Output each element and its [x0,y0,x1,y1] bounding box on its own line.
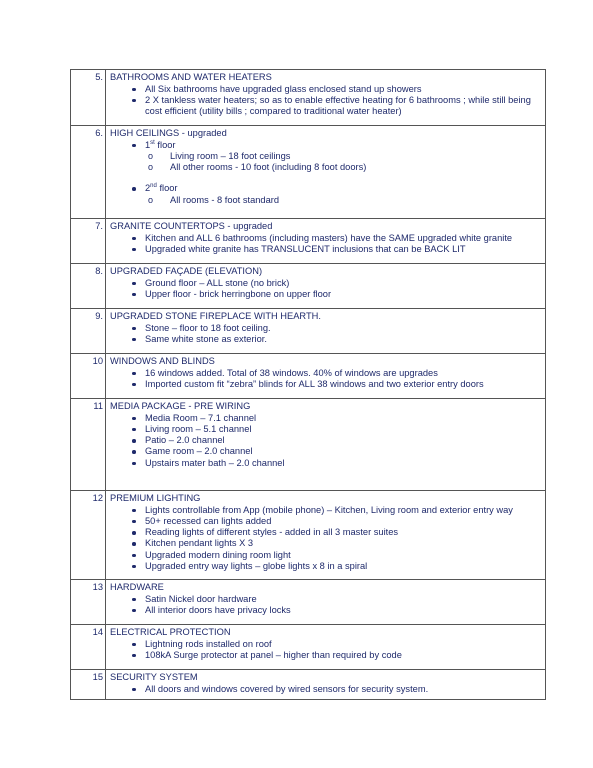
row-content [106,126,546,219]
section-title: PREMIUM LIGHTING [110,493,201,503]
section-title: HARDWARE [110,582,164,592]
bullet-text: Reading lights of different styles - added in all 3 master suites [145,527,399,538]
ordinal-suffix: st [150,139,155,146]
bullet-text: Upgraded entry way lights – globe lights x 8 in a spiral [145,560,368,571]
bullet-text: Lights controllable from App (mobile phone) – Kitchen, Living room and exterior entry way [145,504,513,515]
bullet-text: Upgraded white granite has TRANSLUCENT inclusions that can be BACK LIT [145,243,466,254]
bullet-item [132,368,541,379]
bullet-text: Media Room – 7.1 channel [145,412,257,423]
bullet-text: Satin Nickel door hardware [145,593,257,604]
row-content [106,491,546,580]
bullet-text-suffix: floor [154,139,176,150]
row-number: 5. [71,70,106,126]
bullet-item [132,639,541,650]
bullet-item [132,684,541,695]
bullet-text: Living room – 5.1 channel [145,423,252,434]
bullet-item [132,550,541,561]
row-number: 14 [71,625,106,670]
row-content [106,264,546,309]
bullet-list [110,140,541,206]
bullet-list [110,413,541,469]
bullet-list [110,368,541,391]
row-content [106,580,546,625]
row-number: 10 [71,354,106,399]
row-number: 7. [71,219,106,264]
row-number: 8. [71,264,106,309]
sub-list [145,151,541,174]
bullet-item [132,334,541,345]
bullet-text: Patio – 2.0 channel [145,435,225,446]
bullet-text: Kitchen and ALL 6 bathrooms (including masters) have the SAME upgraded white granite [145,232,513,243]
bullet-item [132,140,541,174]
bullet-item [132,650,541,661]
bullet-item [132,435,541,446]
row-content [106,219,546,264]
feature-row [71,219,546,264]
features-table [70,69,546,700]
feature-row [71,264,546,309]
bullet-text: All doors and windows covered by wired sensors for security system. [145,683,429,694]
bullet-text-suffix: floor [156,183,178,194]
row-content [106,309,546,354]
row-number: 6. [71,126,106,219]
ordinal-suffix: nd [150,183,157,190]
section-title: MEDIA PACKAGE - PRE WIRING [110,401,251,411]
sub-item: o All other rooms - 10 foot (including 8 foot doors) [148,162,541,173]
feature-row [71,309,546,354]
bullet-list [110,594,541,617]
bullet-text: Game room – 2.0 channel [145,446,253,457]
row-number: 9. [71,309,106,354]
bullet-item [132,84,541,95]
bullet-list [110,233,541,256]
bullet-text: Lightning rods installed on roof [145,638,272,649]
row-content [106,625,546,670]
bullet-item [132,233,541,244]
feature-row [71,126,546,219]
bullet-item [132,458,541,469]
bullet-item [132,527,541,538]
bullet-text: 2 X tankless water heaters; so as to enable effective heating for 6 bathrooms ; while still being cost efficient (utility bills ; compared to traditional water heater) [145,94,531,117]
sub-item: o All rooms - 8 foot standard [148,195,541,206]
bullet-item [132,424,541,435]
bullet-list [110,505,541,573]
bullet-item [132,289,541,300]
bullet-list [110,639,541,662]
bullet-text: Upstairs mater bath – 2.0 channel [145,457,285,468]
bullet-item [132,561,541,572]
bullet-text: Same white stone as exterior. [145,333,267,344]
section-title: SECURITY SYSTEM [110,672,198,682]
feature-row [71,399,546,491]
section-title: BATHROOMS AND WATER HEATERS [110,72,272,82]
bullet-item [132,278,541,289]
bullet-item [132,95,541,118]
bullet-item [132,323,541,334]
bullet-text: Kitchen pendant lights X 3 [145,538,254,549]
bullet-list [110,684,541,695]
row-number: 11 [71,399,106,491]
bullet-item [132,516,541,527]
bullet-item [132,505,541,516]
row-content [106,399,546,491]
bullet-item [132,183,541,206]
bullet-item [132,446,541,457]
bullet-item [132,244,541,255]
bullet-text: All interior doors have privacy locks [145,604,291,615]
bullet-text: 16 windows added. Total of 38 windows. 40% of windows are upgrades [145,367,438,378]
sub-item: o Living room – 18 foot ceilings [148,151,541,162]
bullet-list [110,278,541,301]
row-content [106,670,546,700]
section-title: HIGH CEILINGS - upgraded [110,128,227,138]
row-number: 13 [71,580,106,625]
feature-row [71,354,546,399]
bullet-text: Ground floor – ALL stone (no brick) [145,277,290,288]
row-number: 15 [71,670,106,700]
bullet-text: 50+ recessed can lights added [145,515,272,526]
row-content [106,354,546,399]
section-title: ELECTRICAL PROTECTION [110,627,231,637]
bullet-text: Upper floor - brick herringbone on upper floor [145,288,332,299]
bullet-item [132,594,541,605]
features-table-body [71,70,546,700]
bullet-text: 1 [145,139,151,150]
section-title: UPGRADED FAÇADE (ELEVATION) [110,266,263,276]
row-number: 12 [71,491,106,580]
bullet-text: Imported custom fit “zebra” blinds for ALL 38 windows and two exterior entry doors [145,378,484,389]
bullet-text: 2 [145,183,151,194]
feature-row [71,670,546,700]
bullet-text: 108kA Surge protector at panel – higher than required by code [145,649,402,660]
feature-row [71,70,546,126]
bullet-item [132,605,541,616]
bullet-text: Upgraded modern dining room light [145,549,291,560]
section-title: UPGRADED STONE FIREPLACE WITH HEARTH. [110,311,321,321]
sub-list [145,195,541,206]
row-content [106,70,546,126]
bullet-text: All Six bathrooms have upgraded glass enclosed stand up showers [145,83,422,94]
feature-row [71,625,546,670]
bullet-item [132,538,541,549]
bullet-item [132,413,541,424]
feature-row [71,580,546,625]
bullet-item [132,379,541,390]
section-title: WINDOWS AND BLINDS [110,356,215,366]
bullet-text: Stone – floor to 18 foot ceiling. [145,322,271,333]
section-title: GRANITE COUNTERTOPS - upgraded [110,221,273,231]
bullet-list [110,323,541,346]
bullet-list [110,84,541,118]
feature-row [71,491,546,580]
